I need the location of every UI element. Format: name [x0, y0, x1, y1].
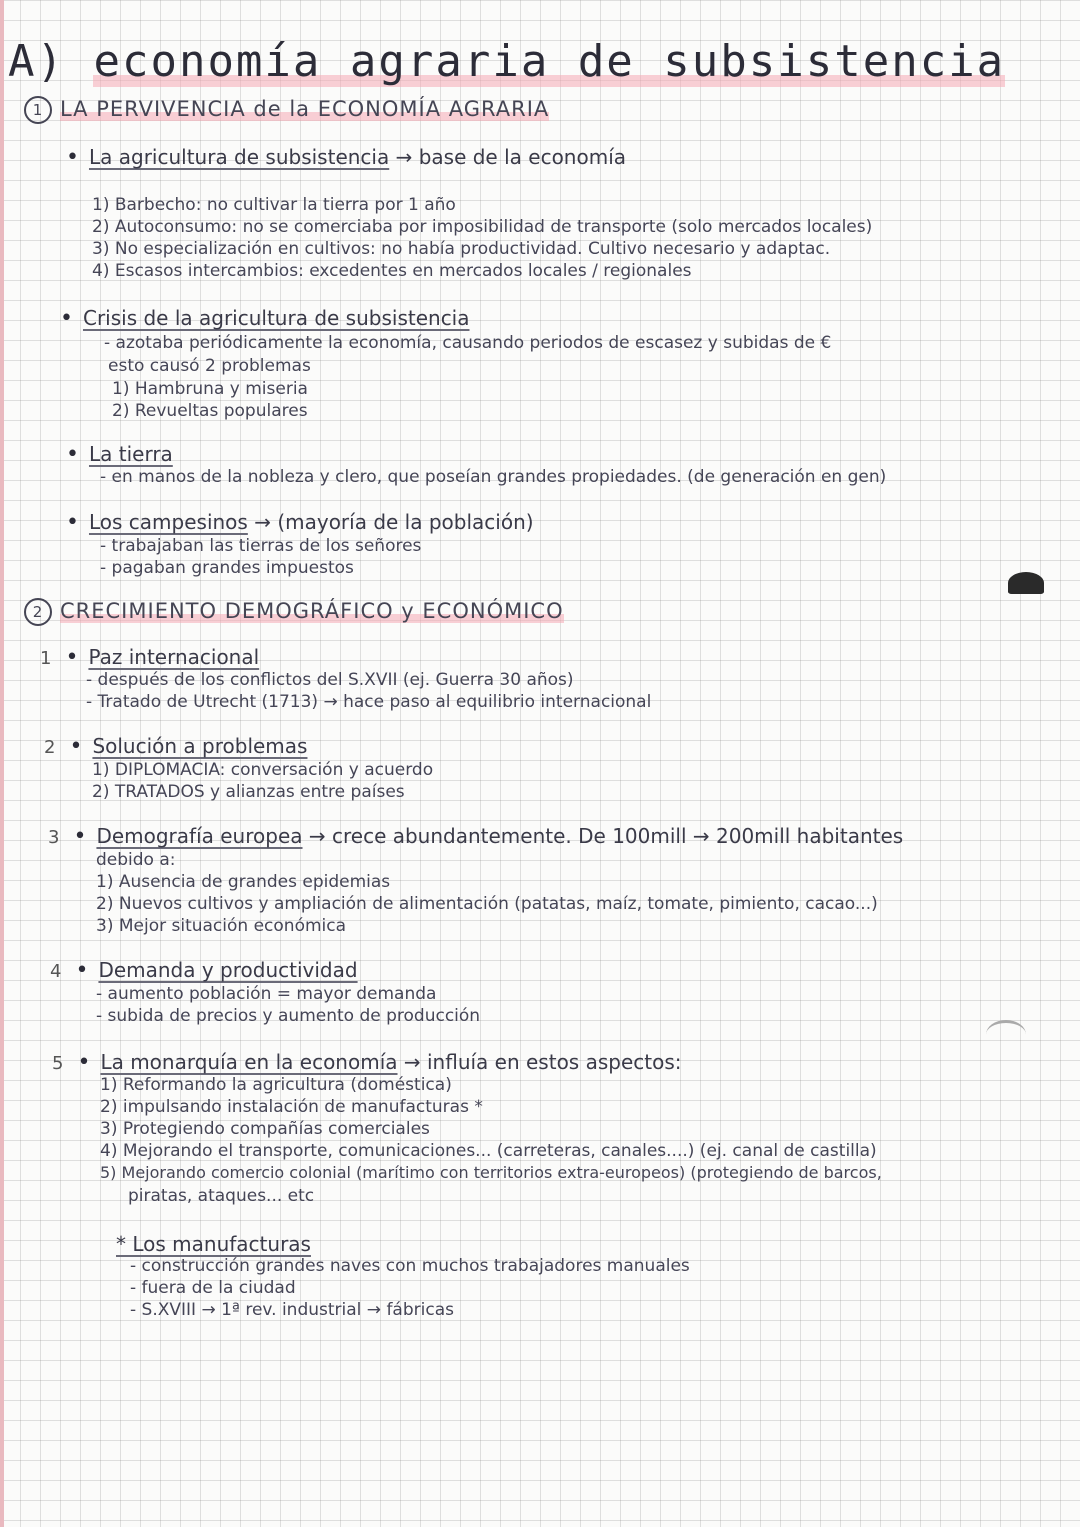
block-head: Demografía europea	[96, 824, 303, 848]
campesinos-item: - trabajaban las tierras de los señores	[100, 536, 422, 556]
section-2-title: CRECIMIENTO DEMOGRÁFICO y ECONÓMICO	[60, 599, 564, 623]
block-2-heading: 2 • Solución a problemas	[44, 734, 308, 759]
agricultura-item: 1) Barbecho: no cultivar la tierra por 1 año	[92, 195, 456, 215]
tierra-head: La tierra	[88, 442, 173, 466]
agricultura-item: 3) No especialización en cultivos: no había productividad. Cultivo necesario y adaptac.	[92, 239, 831, 259]
manufacturas-item: - S.XVIII → 1ª rev. industrial → fábricas	[130, 1300, 454, 1320]
binder-hole	[1008, 572, 1044, 594]
campesinos-tail: → (mayoría de la población)	[247, 510, 534, 534]
manufacturas-heading	[116, 1232, 311, 1256]
section-1-heading	[24, 96, 549, 124]
block-3-heading: 3 • Demografía europea → crece abundantemente. De 100mill → 200mill habitantes	[48, 824, 904, 849]
block-head: Demanda y productividad	[98, 958, 358, 982]
block-item: 2) Nuevos cultivos y ampliación de alimentación (patatas, maíz, tomate, pimiento, cacao...)	[96, 894, 878, 914]
block-item: 1) DIPLOMACIA: conversación y acuerdo	[92, 760, 434, 780]
campesinos-head: Los campesinos	[88, 510, 248, 534]
agricultura-head: La agricultura de subsistencia	[88, 145, 390, 169]
block-item: - aumento población = mayor demanda	[96, 984, 437, 1004]
section-2-number: 2	[24, 598, 52, 626]
block-item: 3) Protegiendo compañías comerciales	[100, 1119, 430, 1139]
block-head: Solución a problemas	[92, 734, 308, 758]
crisis-item: esto causó 2 problemas	[108, 356, 311, 376]
manufacturas-head: * Los manufacturas	[116, 1232, 311, 1256]
block-item: piratas, ataques... etc	[128, 1186, 315, 1206]
section-1-number: 1	[24, 96, 52, 124]
block-head: Paz internacional	[88, 645, 260, 669]
block-head: La monarquía en la economía	[100, 1050, 398, 1074]
crisis-item: 2) Revueltas populares	[112, 401, 308, 421]
manufacturas-item: - fuera de la ciudad	[130, 1278, 296, 1298]
crisis-heading: • Crisis de la agricultura de subsistencia	[60, 306, 470, 331]
block-item: 5) Mejorando comercio colonial (marítimo con territorios extra-europeos) (protegiendo de barcos,	[100, 1163, 882, 1182]
agricultura-item: 2) Autoconsumo: no se comerciaba por imposibilidad de transporte (solo mercados locales)	[92, 217, 873, 237]
section-2-heading	[24, 598, 564, 626]
title-prefix: A)	[8, 36, 94, 87]
campesinos-heading: • Los campesinos → (mayoría de la población)	[66, 510, 534, 535]
block-item: debido a:	[96, 850, 176, 870]
agricultura-heading: • La agricultura de subsistencia → base de la economía	[66, 145, 627, 170]
block-tail: → crece abundantemente. De 100mill → 200mill habitantes	[302, 824, 904, 848]
binder-hole	[986, 1020, 1026, 1049]
title-text: economía agraria de subsistencia	[93, 36, 1006, 87]
block-tail: → influía en estos aspectos:	[397, 1050, 682, 1074]
block-item: - Tratado de Utrecht (1713) → hace paso al equilibrio internacional	[86, 692, 652, 712]
section-1-title: LA PERVIVENCIA de la ECONOMÍA AGRARIA	[60, 97, 550, 121]
block-item: 1) Reformando la agricultura (doméstica)	[100, 1075, 452, 1095]
block-item: 2) impulsando instalación de manufacturas *	[100, 1097, 483, 1117]
agricultura-item: 4) Escasos intercambios: excedentes en mercados locales / regionales	[92, 261, 692, 281]
block-item: 4) Mejorando el transporte, comunicaciones... (carreteras, canales....) (ej. canal de castilla)	[100, 1141, 877, 1161]
campesinos-item: - pagaban grandes impuestos	[100, 558, 354, 578]
block-4-heading: 4 • Demanda y productividad	[50, 958, 358, 983]
block-item: 2) TRATADOS y alianzas entre países	[92, 782, 405, 802]
tierra-item: - en manos de la nobleza y clero, que poseían grandes propiedades. (de generación en gen)	[100, 467, 887, 487]
block-1-heading: 1 • Paz internacional	[40, 645, 260, 670]
crisis-item: 1) Hambruna y miseria	[112, 379, 308, 399]
crisis-item: - azotaba periódicamente la economía, causando periodos de escasez y subidas de €	[104, 333, 832, 353]
block-item: - subida de precios y aumento de producción	[96, 1006, 481, 1026]
block-item: - después de los conflictos del S.XVII (ej. Guerra 30 años)	[86, 670, 574, 690]
block-item: 1) Ausencia de grandes epidemias	[96, 872, 391, 892]
page-title	[8, 36, 1005, 87]
manufacturas-item: - construcción grandes naves con muchos trabajadores manuales	[130, 1256, 690, 1276]
block-5-heading: 5 • La monarquía en la economía → influía en estos aspectos:	[52, 1050, 682, 1075]
crisis-head: Crisis de la agricultura de subsistencia	[82, 306, 470, 330]
agricultura-tail: → base de la economía	[389, 145, 627, 169]
tierra-heading: • La tierra	[66, 442, 173, 467]
block-item: 3) Mejor situación económica	[96, 916, 347, 936]
margin-line	[0, 0, 4, 1527]
